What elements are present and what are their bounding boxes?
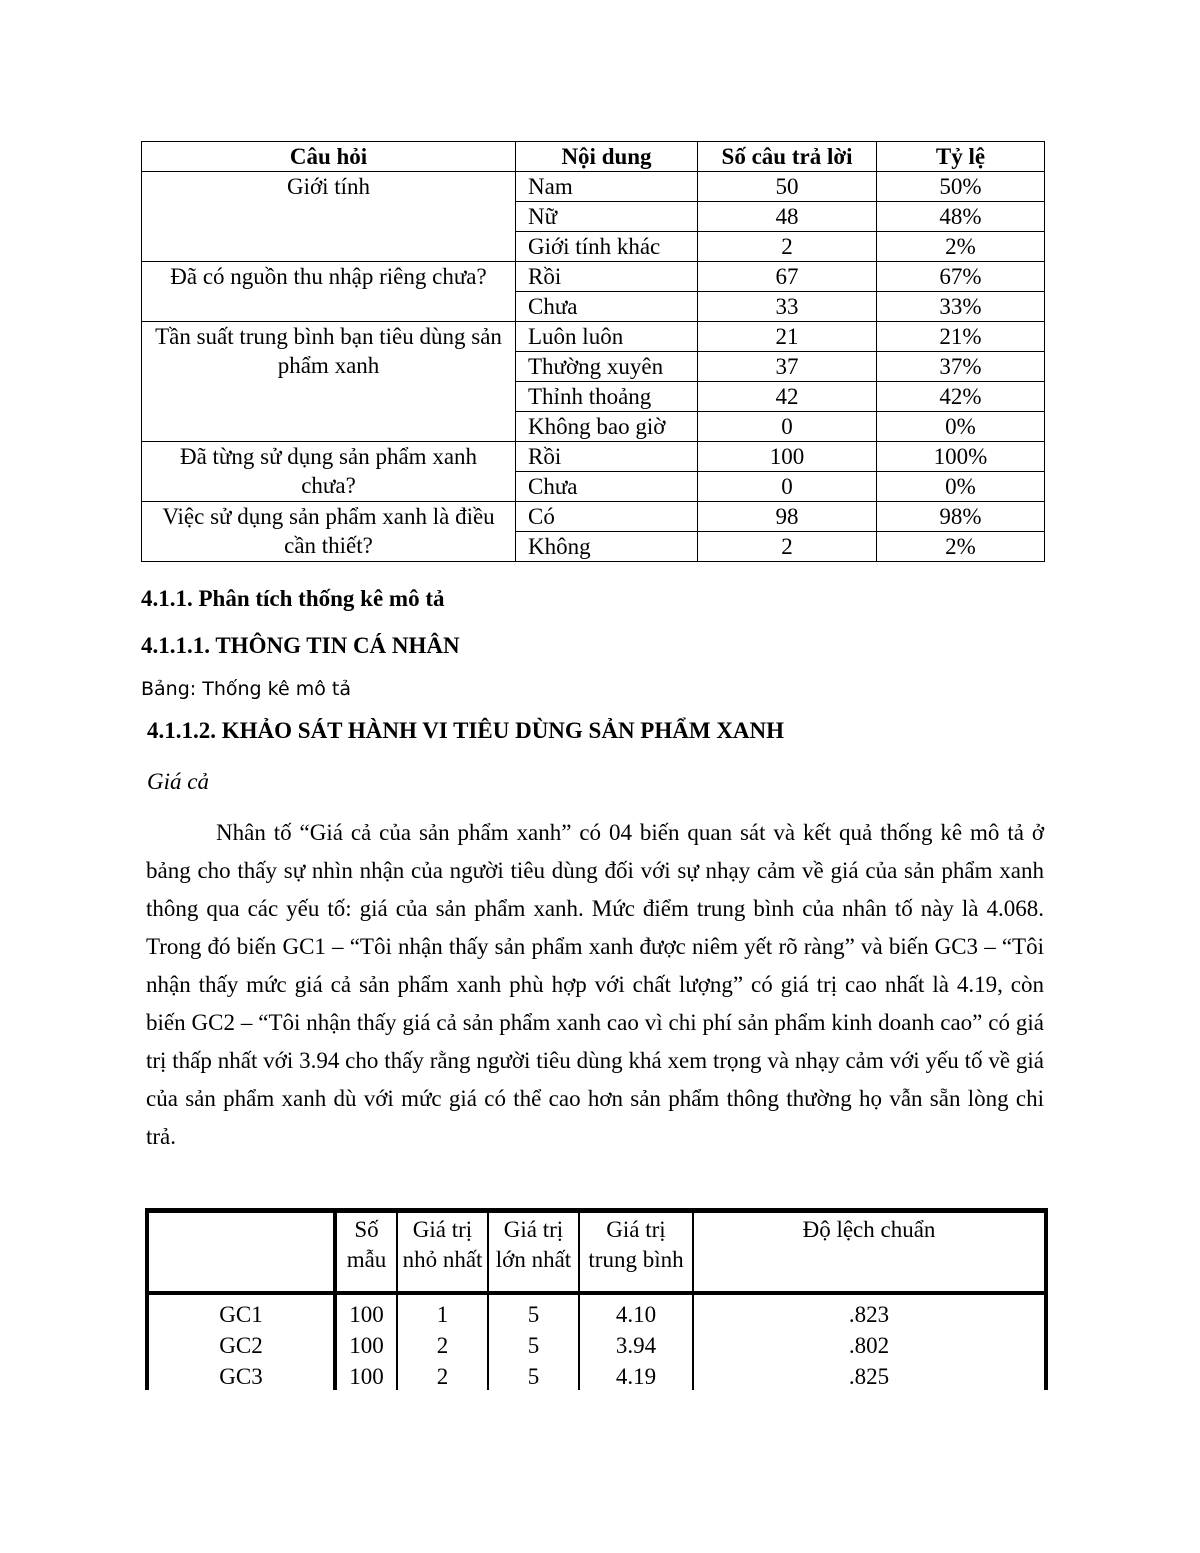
count-cell: 21 <box>698 322 877 352</box>
table-header-row <box>149 1213 1044 1293</box>
mean-cell: 4.19 <box>579 1361 693 1390</box>
percent-cell: 50% <box>877 172 1045 202</box>
survey-summary-table <box>141 141 1045 562</box>
percent-cell: 67% <box>877 262 1045 292</box>
subsection-heading: 4.1.1.1. THÔNG TIN CÁ NHÂN <box>141 633 460 658</box>
answer-option-cell: Thường xuyên <box>516 352 698 382</box>
variable-cell: GC3 <box>219 1364 263 1389</box>
question-cell: Đã có nguồn thu nhập riêng chưa? <box>142 262 516 322</box>
table-row <box>142 442 1045 472</box>
table-row <box>142 172 1045 202</box>
question-cell: Giới tính <box>142 172 516 262</box>
count-cell: 42 <box>698 382 877 412</box>
header-cell: Số mẫu <box>335 1213 397 1293</box>
table-row <box>142 262 1045 292</box>
answer-option-cell: Nữ <box>516 202 698 232</box>
answer-option-cell: Không <box>516 532 698 562</box>
count-cell: 0 <box>698 412 877 442</box>
answer-option-cell: Chưa <box>516 292 698 322</box>
table-row <box>149 1361 1044 1390</box>
count-cell: 37 <box>698 352 877 382</box>
count-cell: 100 <box>698 442 877 472</box>
section-heading: 4.1.1. Phân tích thống kê mô tả <box>141 586 445 611</box>
std-dev-cell: .823 <box>693 1293 1044 1330</box>
table-caption: Bảng: Thống kê mô tả <box>141 678 351 700</box>
count-cell: 98 <box>698 502 877 532</box>
answer-option-cell: Giới tính khác <box>516 232 698 262</box>
count-cell: 2 <box>698 532 877 562</box>
italic-subheading: Giá cả <box>147 769 209 794</box>
std-dev-cell: .802 <box>693 1330 1044 1361</box>
percent-cell: 48% <box>877 202 1045 232</box>
max-cell: 5 <box>488 1330 579 1361</box>
percent-cell: 0% <box>877 472 1045 502</box>
sample-size-cell: 100 <box>335 1293 397 1330</box>
sample-size-cell: 100 <box>335 1330 397 1361</box>
question-cell: Đã từng sử dụng sản phẩm xanh chưa? <box>142 442 516 502</box>
answer-option-cell: Không bao giờ <box>516 412 698 442</box>
answer-option-cell: Rồi <box>516 442 698 472</box>
percent-cell: 2% <box>877 532 1045 562</box>
header-cell: Giá trị nhỏ nhất <box>397 1213 488 1293</box>
variable-cell: GC1 <box>219 1302 263 1327</box>
count-cell: 50 <box>698 172 877 202</box>
percent-cell: 98% <box>877 502 1045 532</box>
descriptive-stats-table <box>145 1208 1048 1390</box>
header-cell: Độ lệch chuẩn <box>693 1213 1044 1293</box>
question-cell: Tần suất trung bình bạn tiêu dùng sản phẩm xanh <box>142 322 516 442</box>
subsection-heading: 4.1.1.2. KHẢO SÁT HÀNH VI TIÊU DÙNG SẢN PHẨM XANH <box>147 718 785 743</box>
max-cell: 5 <box>488 1361 579 1390</box>
table-row <box>142 502 1045 532</box>
mean-cell: 3.94 <box>579 1330 693 1361</box>
table-row <box>149 1330 1044 1361</box>
header-cell: Số câu trả lời <box>698 142 877 172</box>
count-cell: 0 <box>698 472 877 502</box>
min-cell: 2 <box>397 1361 488 1390</box>
percent-cell: 2% <box>877 232 1045 262</box>
percent-cell: 0% <box>877 412 1045 442</box>
min-cell: 1 <box>397 1293 488 1330</box>
answer-option-cell: Luôn luôn <box>516 322 698 352</box>
header-cell: Nội dung <box>516 142 698 172</box>
mean-cell: 4.10 <box>579 1293 693 1330</box>
table-row <box>149 1293 1044 1330</box>
percent-cell: 37% <box>877 352 1045 382</box>
header-cell <box>149 1213 335 1293</box>
body-paragraph: Nhân tố “Giá cả của sản phẩm xanh” có 04 biến quan sát và kết quả thống kê mô tả ở bảng cho thấy sự nhìn nhận của người tiêu dùng đối với sự nhạy cảm về giá của sản phẩm xanh thông qua các yếu tố: giá của sản phẩm xanh. Mức điểm trung bình của nhân tố này là 4.068. Trong đó biến GC1 – “Tôi nhận thấy sản phẩm xanh được niêm yết rõ ràng” và biến GC3 – “Tôi nhận thấy mức giá cả sản phẩm xanh phù hợp với chất lượng” có giá trị cao nhất là 4.19, còn biến GC2 – “Tôi nhận thấy giá cả sản phẩm xanh cao vì chi phí sản phẩm kinh doanh cao” có giá trị thấp nhất với 3.94 cho thấy rằng người tiêu dùng khá xem trọng và nhạy cảm với yếu tố về giá của sản phẩm xanh dù với mức giá có thể cao hơn sản phẩm thông thường họ vẫn sẵn lòng chi trả. <box>146 820 1044 1149</box>
percent-cell: 21% <box>877 322 1045 352</box>
question-cell: Việc sử dụng sản phẩm xanh là điều cần thiết? <box>142 502 516 562</box>
header-cell: Giá trị trung bình <box>579 1213 693 1293</box>
answer-option-cell: Thỉnh thoảng <box>516 382 698 412</box>
sample-size-cell: 100 <box>335 1361 397 1390</box>
percent-cell: 33% <box>877 292 1045 322</box>
max-cell: 5 <box>488 1293 579 1330</box>
header-cell: Giá trị lớn nhất <box>488 1213 579 1293</box>
std-dev-cell: .825 <box>693 1361 1044 1390</box>
count-cell: 33 <box>698 292 877 322</box>
count-cell: 2 <box>698 232 877 262</box>
min-cell: 2 <box>397 1330 488 1361</box>
answer-option-cell: Có <box>516 502 698 532</box>
answer-option-cell: Nam <box>516 172 698 202</box>
table-header-row <box>142 142 1045 172</box>
header-cell: Tỷ lệ <box>877 142 1045 172</box>
percent-cell: 42% <box>877 382 1045 412</box>
header-cell: Câu hỏi <box>142 142 516 172</box>
percent-cell: 100% <box>877 442 1045 472</box>
variable-cell: GC2 <box>219 1333 263 1358</box>
answer-option-cell: Chưa <box>516 472 698 502</box>
answer-option-cell: Rồi <box>516 262 698 292</box>
count-cell: 67 <box>698 262 877 292</box>
count-cell: 48 <box>698 202 877 232</box>
table-row <box>142 322 1045 352</box>
